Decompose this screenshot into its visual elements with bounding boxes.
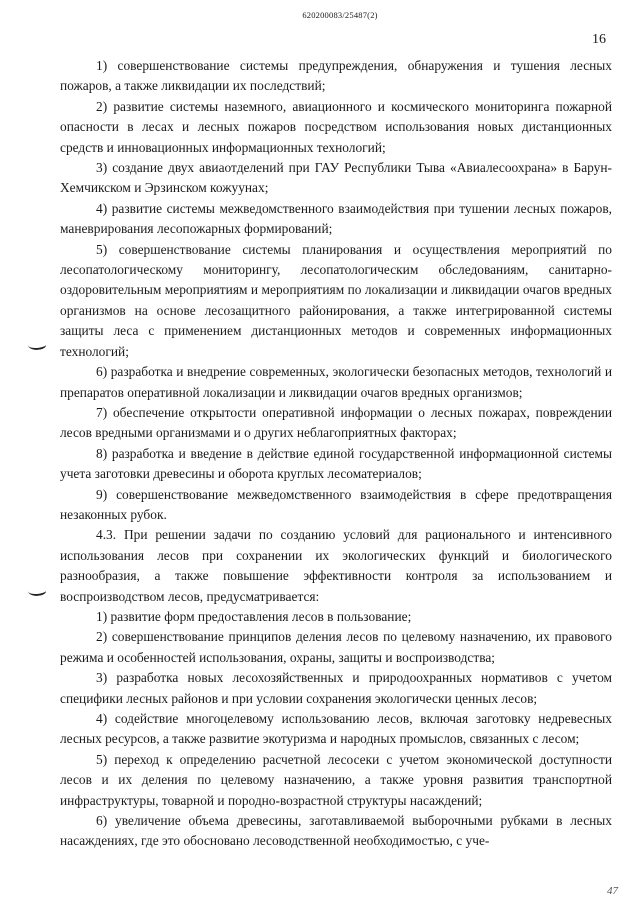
paragraph: 3) создание двух авиаотделений при ГАУ Республики Тыва «Авиалесоохрана» в Барун-Хемчикском и Эрзинском кожуунах; [60, 160, 612, 196]
paragraph: 5) переход к определению расчетной лесосеки с учетом экономической доступности лесов и их деления по целевому назначению, а также уровня развития транспортной инфраструктуры, товарной и породно-возрастной структуры насаждений; [60, 751, 612, 808]
handwritten-initials: 47 [607, 885, 618, 897]
paragraph: 3) разработка новых лесохозяйственных и природоохранных нормативов с учетом специфики лесных районов и при условии сохранения экологически ценных лесов; [60, 670, 612, 706]
paragraph: 7) обеспечение открытости оперативной информации о лесных пожарах, повреждении лесов вредными организмами и о других неблагоприятных факторах; [60, 404, 612, 441]
paragraph: 1) развитие форм предоставления лесов в пользование; [96, 608, 412, 624]
paragraph: 2) развитие системы наземного, авиационного и космического мониторинга пожарной опасности в лесах и лесных пожаров посредством использования новых дистанционных средств и инновационных информационных технологий; [60, 98, 612, 155]
paragraph: 8) разработка и введение в действие единой государственной информационной системы учета заготовки древесины и оборота круглых лесоматериалов; [60, 445, 612, 482]
paragraph: 2) совершенствование принципов деления лесов по целевому назначению, их правового режима и особенностей использования, охраны, защиты и воспроизводства; [60, 629, 612, 665]
document-code: 620200083/25487(2) [302, 10, 378, 20]
paragraph: 4) содействие многоцелевому использованию лесов, включая заготовку недревесных лесных ресурсов, а также развитие экотуризма и народных промыслов, связанных с лесом; [60, 711, 612, 747]
paragraph: 9) совершенствование межведомственного взаимодействия в сфере предотвращения незаконных рубок. [60, 486, 612, 522]
document-body [60, 56, 612, 852]
paragraph: 1) совершенствование системы предупреждения, обнаружения и тушения лесных пожаров, а также ликвидации их последствий; [60, 58, 612, 94]
margin-mark [27, 339, 46, 351]
paragraph: 4.3. При решении задачи по созданию условий для рационального и интенсивного использования лесов при сохранении их экологических функций и биологического разнообразия, а также повышение эффективности контроля за использованием и воспроизводством лесов, предусматривается: [60, 527, 612, 604]
paragraph: 4) развитие системы межведомственного взаимодействия при тушении лесных пожаров, маневрирования лесопожарных формирований; [60, 200, 612, 237]
paragraph: 5) совершенствование системы планирования и осуществления мероприятий по лесопатологическому мониторингу, лесопатологическим обследованиям, санитарно-оздоровительным мероприятиям и мероприятиям по локализации и ликвидации очагов вредных организмов на основе лесозащитного районирования, а также интегрированной системы защиты леса с применением дистанционных методов и современных информационных технологий; [60, 241, 612, 359]
paragraph: 6) разработка и внедрение современных, экологически безопасных методов, технологий и препаратов оперативной локализации и ликвидации очагов вредных организмов; [60, 364, 612, 400]
paragraph: 6) увеличение объема древесины, заготавливаемой выборочными рубками в лесных насаждениях, где это обосновано лесоводственной необходимостью, с уче- [60, 813, 612, 849]
margin-mark [27, 585, 46, 597]
page-number: 16 [592, 32, 606, 47]
